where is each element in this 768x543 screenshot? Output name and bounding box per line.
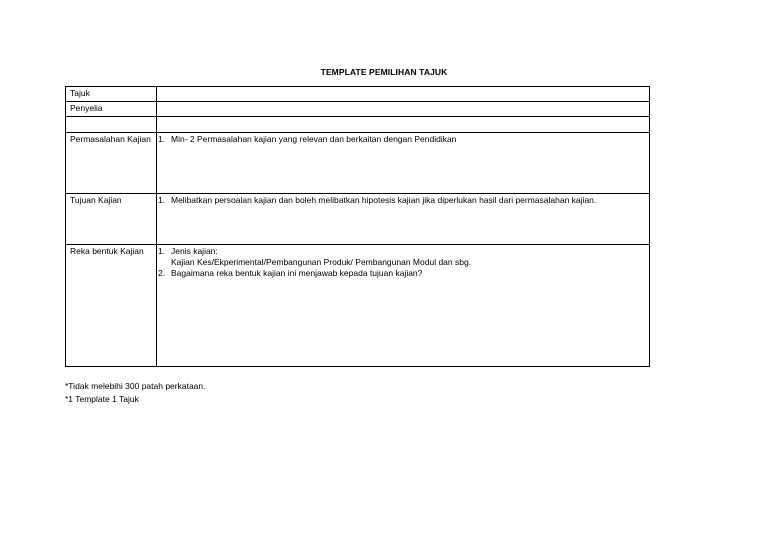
list-item (158, 246, 646, 268)
footnote-template-rule: *1 Template 1 Tajuk (65, 394, 139, 404)
row-reka-bentuk (66, 245, 650, 367)
topic-selection-form (65, 86, 650, 367)
field-spacer (157, 117, 650, 133)
row-penyelia (66, 102, 650, 117)
item-text: Jenis kajian: (171, 246, 218, 256)
row-spacer (66, 117, 650, 133)
label-tajuk: Tajuk (66, 87, 157, 102)
item-number: 1. (158, 134, 166, 144)
row-tajuk (66, 87, 650, 102)
item-subtext: Kajian Kes/Ekperimental/Pembangunan Produk/ Pembangunan Modul dan sbg. (171, 257, 472, 267)
label-reka-bentuk-kajian: Reka bentuk Kajian (66, 245, 157, 367)
item-number: 1. (158, 246, 166, 256)
item-text: Bagaimana reka bentuk kajian ini menjawab kepada tujuan kajian? (171, 268, 423, 278)
item-text: Melibatkan persoalan kajian dan boleh melibatkan hipotesis kajian jika diperlukan hasil dari permasalahan kajian. (171, 195, 597, 205)
footnotes (65, 380, 206, 406)
field-tajuk[interactable] (157, 87, 650, 102)
label-penyelia: Penyelia (66, 102, 157, 117)
field-tujuan-kajian[interactable] (157, 194, 650, 245)
list-item (158, 268, 646, 279)
field-reka-bentuk-kajian[interactable] (157, 245, 650, 367)
item-text: Min- 2 Permasalahan kajian yang relevan dan berkaitan dengan Pendidikan (171, 134, 457, 144)
list-item (158, 195, 646, 206)
row-permasalahan (66, 133, 650, 194)
row-tujuan (66, 194, 650, 245)
field-penyelia[interactable] (157, 102, 650, 117)
label-tujuan-kajian: Tujuan Kajian (66, 194, 157, 245)
item-number: 1. (158, 195, 166, 205)
label-spacer (66, 117, 157, 133)
list-item (158, 134, 646, 145)
item-number: 2. (158, 268, 166, 278)
field-permasalahan-kajian[interactable] (157, 133, 650, 194)
label-permasalahan-kajian: Permasalahan Kajian (66, 133, 157, 194)
page-title: TEMPLATE PEMILIHAN TAJUK (320, 67, 448, 77)
footnote-word-limit: *Tidak melebihi 300 patah perkataan. (65, 381, 206, 391)
